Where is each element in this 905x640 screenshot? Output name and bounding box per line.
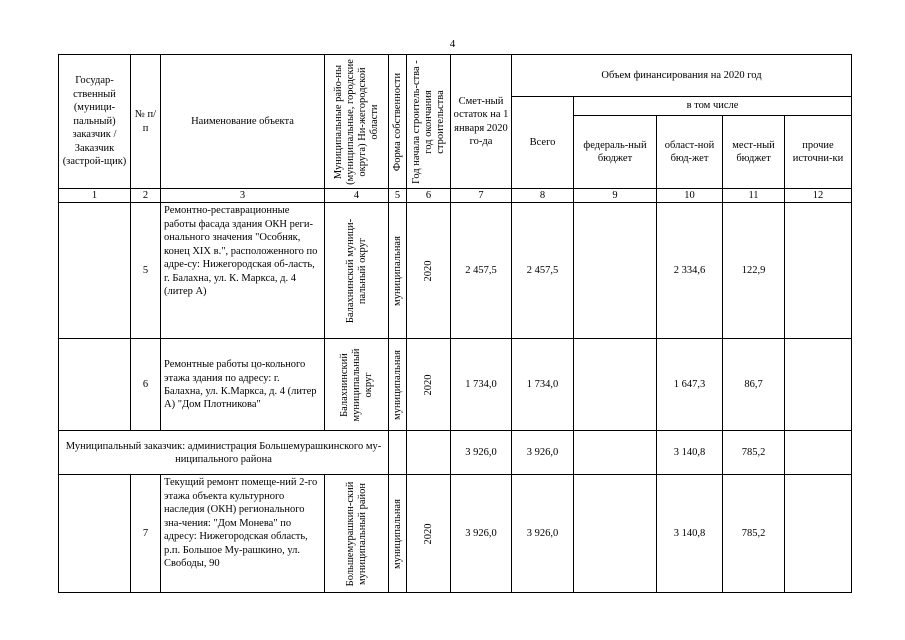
header-district xyxy=(325,55,389,189)
ownership-cell xyxy=(389,339,407,431)
header-regional: област-ной бюд-жет xyxy=(657,116,723,189)
year-text: 2020 xyxy=(422,523,434,545)
col-number: 2 xyxy=(131,189,161,203)
year-text: 2020 xyxy=(422,374,434,396)
ownership-text: муниципальная xyxy=(391,499,403,569)
ownership-text: муниципальная xyxy=(391,350,403,420)
federal-value xyxy=(574,475,657,593)
year-text: 2020 xyxy=(422,260,434,282)
object-name: Ремонтные работы цо-кольного этажа здания по адресу: г. Балахна, ул. К.Маркса, д. 4 (литер А) "Дом Плотникова" xyxy=(161,339,325,431)
header-ownership-text: Форма собственности xyxy=(391,72,403,171)
col-number: 12 xyxy=(785,189,852,203)
district-cell xyxy=(325,339,389,431)
row-number: 6 xyxy=(131,339,161,431)
local-value: 785,2 xyxy=(723,431,785,475)
header-other: прочие источни-ки xyxy=(785,116,852,189)
remainder-value: 2 457,5 xyxy=(451,203,512,339)
col-number: 7 xyxy=(451,189,512,203)
col-number: 8 xyxy=(512,189,574,203)
other-value xyxy=(785,475,852,593)
col-number: 1 xyxy=(59,189,131,203)
remainder-value: 3 926,0 xyxy=(451,431,512,475)
header-funding: Объем финансирования на 2020 год xyxy=(512,55,852,97)
other-value xyxy=(785,339,852,431)
district-text: Большемурашкин-ский муниципальный район xyxy=(344,481,368,587)
header-total: Всего xyxy=(512,97,574,189)
col-number: 5 xyxy=(389,189,407,203)
district-text: Балахнинский муниципальный округ xyxy=(338,348,374,422)
col-number: 3 xyxy=(161,189,325,203)
header-number: № п/п xyxy=(131,55,161,189)
federal-value xyxy=(574,431,657,475)
total-value: 3 926,0 xyxy=(512,475,574,593)
district-cell xyxy=(325,203,389,339)
object-name: Текущий ремонт помеще-ний 2-го этажа объекта культурного наследия (ОКН) регионального зна-чения: "Дом Монева" по адресу: Нижегородская область, р.п. Большое Му-рашкино, ул. Свободы, 90 xyxy=(161,475,325,593)
ownership-cell xyxy=(389,203,407,339)
table-row xyxy=(59,339,852,431)
header-including: в том числе xyxy=(574,97,852,116)
col-number: 6 xyxy=(407,189,451,203)
customer-summary-row xyxy=(59,431,852,475)
remainder-value: 1 734,0 xyxy=(451,339,512,431)
total-value: 1 734,0 xyxy=(512,339,574,431)
regional-value: 3 140,8 xyxy=(657,475,723,593)
header-local: мест-ный бюджет xyxy=(723,116,785,189)
year-cell xyxy=(407,475,451,593)
header-district-text: Муниципальные райо-ны (муниципальные, городские округа) Ни-жегородской области xyxy=(332,58,380,185)
row-number: 7 xyxy=(131,475,161,593)
col-number: 4 xyxy=(325,189,389,203)
header-years-text: Год начала строитель-ства - год окончания строительства xyxy=(410,59,446,184)
page-number: 4 xyxy=(449,38,456,50)
total-value: 2 457,5 xyxy=(512,203,574,339)
header-object-name: Наименование объекта xyxy=(161,55,325,189)
remainder-value: 3 926,0 xyxy=(451,475,512,593)
ownership-cell xyxy=(389,475,407,593)
local-value: 122,9 xyxy=(723,203,785,339)
object-name: Ремонтно-реставрационные работы фасада здания ОКН реги-онального значения "Особняк, конец XIX в.", расположенного по адре-су: Нижегородская об-ласть, г. Балахна, ул. К. Маркса, д. 4 (литер А) xyxy=(161,203,325,339)
regional-value: 2 334,6 xyxy=(657,203,723,339)
col-number: 11 xyxy=(723,189,785,203)
other-value xyxy=(785,431,852,475)
header-years xyxy=(407,55,451,189)
header-customer: Государ-ственный (муници-пальный) заказчик / Заказчик (застрой-щик) xyxy=(59,55,131,189)
federal-value xyxy=(574,203,657,339)
district-text: Балахнинский муници-пальный округ xyxy=(344,218,368,324)
local-value: 86,7 xyxy=(723,339,785,431)
ownership-text: муниципальная xyxy=(391,236,403,306)
federal-value xyxy=(574,339,657,431)
total-value: 3 926,0 xyxy=(512,431,574,475)
header-federal: федераль-ный бюджет xyxy=(574,116,657,189)
regional-value: 3 140,8 xyxy=(657,431,723,475)
table-row xyxy=(59,203,852,339)
row-number: 5 xyxy=(131,203,161,339)
year-cell xyxy=(407,339,451,431)
year-cell xyxy=(407,203,451,339)
financing-table xyxy=(58,54,852,593)
district-cell xyxy=(325,475,389,593)
local-value: 785,2 xyxy=(723,475,785,593)
column-numbers-row xyxy=(59,189,852,203)
col-number: 10 xyxy=(657,189,723,203)
header-ownership xyxy=(389,55,407,189)
table-row xyxy=(59,475,852,593)
col-number: 9 xyxy=(574,189,657,203)
regional-value: 1 647,3 xyxy=(657,339,723,431)
header-remainder: Смет-ный остаток на 1 января 2020 го-да xyxy=(451,55,512,189)
other-value xyxy=(785,203,852,339)
customer-label: Муниципальный заказчик: администрация Большемурашкинского му-ниципального района xyxy=(59,431,389,475)
